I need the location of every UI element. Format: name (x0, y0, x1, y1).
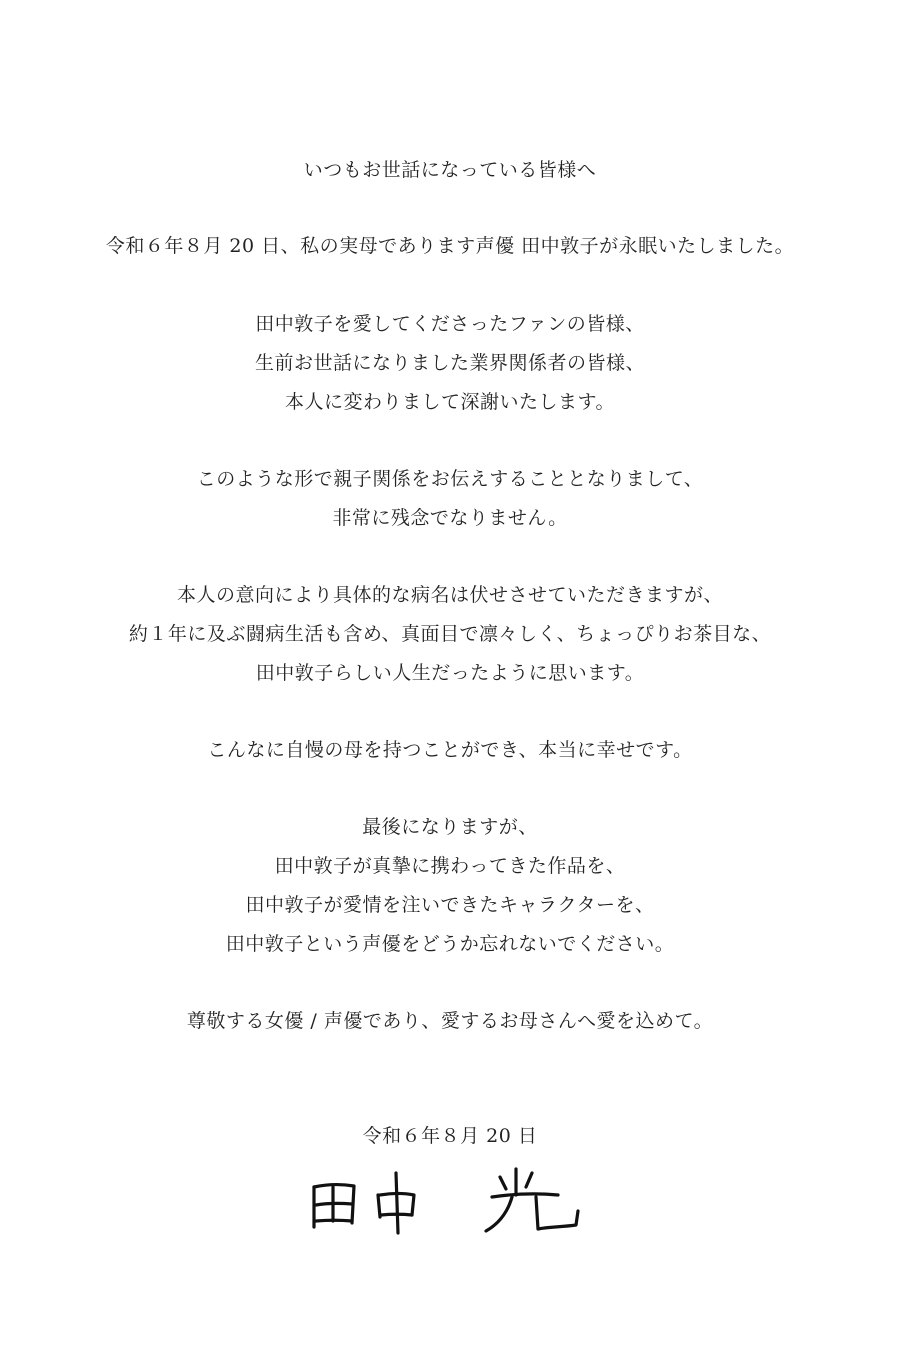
request-line-4: 田中敦子という声優をどうか忘れないでください。 (225, 933, 675, 955)
greeting: いつもお世話になっている皆様へ (303, 159, 597, 181)
thanks-line-3: 本人に変わりまして深謝いたします。 (285, 391, 615, 413)
signature-stroke (492, 1194, 558, 1197)
illness-line-3: 田中敦子らしい人生だったように思います。 (255, 662, 645, 684)
request-line-2: 田中敦子が真摯に携わってきた作品を、 (274, 855, 626, 877)
signature-stroke (316, 1220, 352, 1221)
signature-stroke (536, 1197, 578, 1229)
thanks-line-2: 生前お世話になりました業界関係者の皆様、 (254, 352, 645, 374)
request-line-3: 田中敦子が愛情を注いできたキャラクターを、 (245, 894, 655, 916)
letter-date: 令和６年８月 20 日 (362, 1125, 538, 1147)
signature-stroke (526, 1173, 532, 1187)
illness-line-2: 約１年に及ぶ闘病生活も含め、真面目で凛々しく、ちょっぴりお茶目な、 (128, 623, 772, 645)
closing-line: 尊敬する女優 / 声優であり、愛するお母さんへ愛を込めて。 (186, 1010, 714, 1032)
signature-stroke (500, 1177, 506, 1189)
relation-line-1: このような形で親子関係をお伝えすることとなりまして、 (196, 468, 704, 490)
thanks-line-1: 田中敦子を愛してくださったファンの皆様、 (255, 313, 645, 335)
signature-stroke (486, 1197, 512, 1231)
relation-line-2: 非常に残念でなりません。 (332, 507, 568, 529)
signature-stroke (378, 1195, 380, 1217)
request-line-1: 最後になりますが、 (362, 816, 538, 838)
illness-line-1: 本人の意向により具体的な病名は伏せさせていただきますが、 (176, 584, 723, 606)
signature-stroke (396, 1173, 398, 1233)
handwritten-signature (300, 1165, 600, 1235)
announcement: 令和６年８月 20 日、私の実母であります声優 田中敦子が永眠いたしました。 (105, 235, 795, 257)
pride-line: こんなに自慢の母を持つことができ、本当に幸せです。 (207, 739, 693, 761)
